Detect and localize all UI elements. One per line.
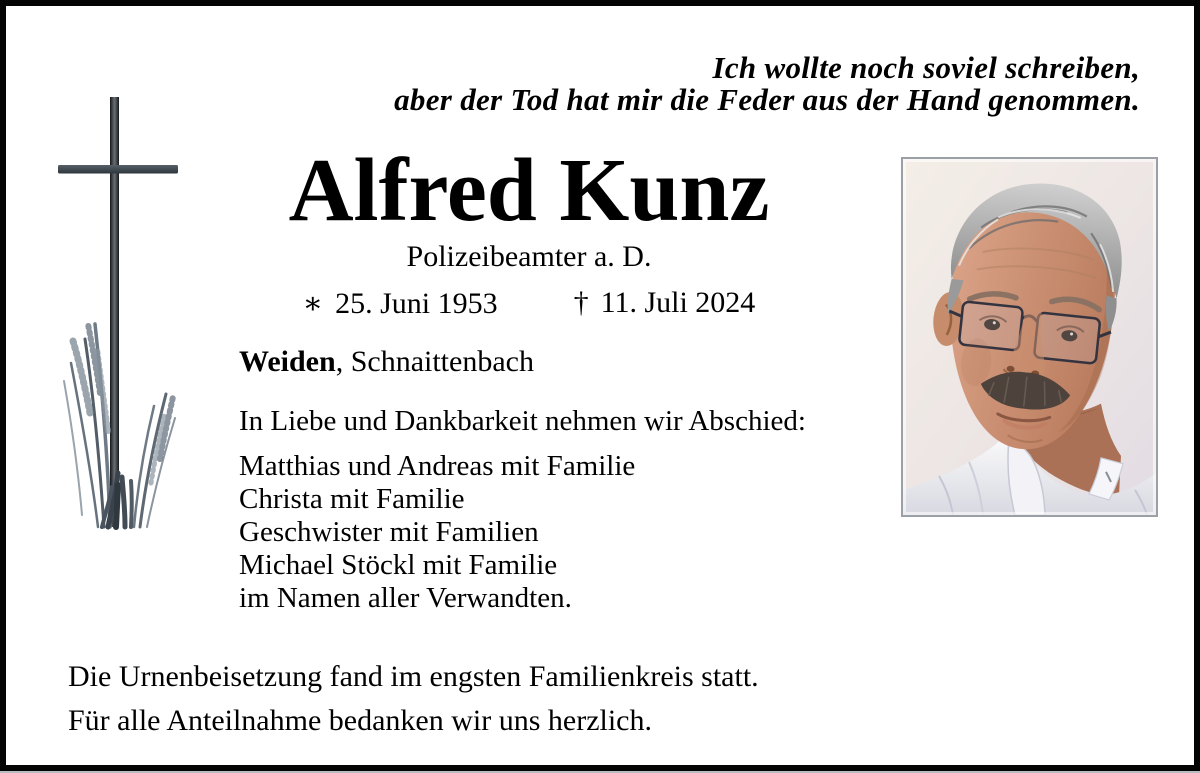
mourner-line: Christa mit Familie bbox=[239, 483, 465, 515]
birth-date bbox=[303, 286, 498, 321]
portrait-photo bbox=[901, 157, 1158, 517]
epigraph-line-1: Ich wollte noch soviel schreiben, bbox=[712, 50, 1140, 85]
birth-date-text: 25. Juni 1953 bbox=[335, 287, 498, 320]
death-date bbox=[574, 286, 756, 321]
portrait-image-icon bbox=[903, 159, 1156, 515]
birth-star-icon: ∗ bbox=[302, 287, 324, 320]
farewell-block bbox=[239, 405, 806, 615]
deceased-name: Alfred Kunz bbox=[288, 141, 770, 240]
footer-block bbox=[68, 655, 759, 743]
death-date-text: 11. Juli 2024 bbox=[600, 286, 756, 319]
footer-line: Die Urnenbeisetzung fand im engsten Familienkreis statt. bbox=[68, 660, 759, 693]
place-secondary: , Schnaittenbach bbox=[335, 345, 534, 378]
places-line bbox=[239, 345, 534, 379]
mourner-line: Michael Stöckl mit Familie bbox=[239, 549, 558, 581]
epigraph bbox=[394, 52, 1140, 116]
mourner-line: Matthias und Andreas mit Familie bbox=[239, 450, 636, 482]
grass-blades bbox=[64, 324, 175, 527]
footer-line: Für alle Anteilnahme bedanken wir uns herzlich. bbox=[68, 704, 652, 737]
cross-horizontal-bar bbox=[58, 165, 178, 174]
deceased-title: Polizeibeamter a. D. bbox=[406, 240, 652, 273]
cross-vertical-bar bbox=[110, 97, 119, 527]
mourner-line: im Namen aller Verwandten. bbox=[239, 582, 572, 614]
farewell-intro: In Liebe und Dankbarkeit nehmen wir Abschied: bbox=[239, 405, 806, 437]
heading-column bbox=[236, 141, 822, 321]
life-dates bbox=[236, 286, 822, 321]
place-primary: Weiden bbox=[239, 345, 336, 378]
epigraph-line-2: aber der Tod hat mir die Feder aus der Hand genommen. bbox=[394, 82, 1140, 117]
mourner-line: Geschwister mit Familien bbox=[239, 516, 539, 548]
cross-grass-illustration-icon bbox=[46, 91, 196, 546]
death-dagger-icon: † bbox=[573, 286, 589, 319]
